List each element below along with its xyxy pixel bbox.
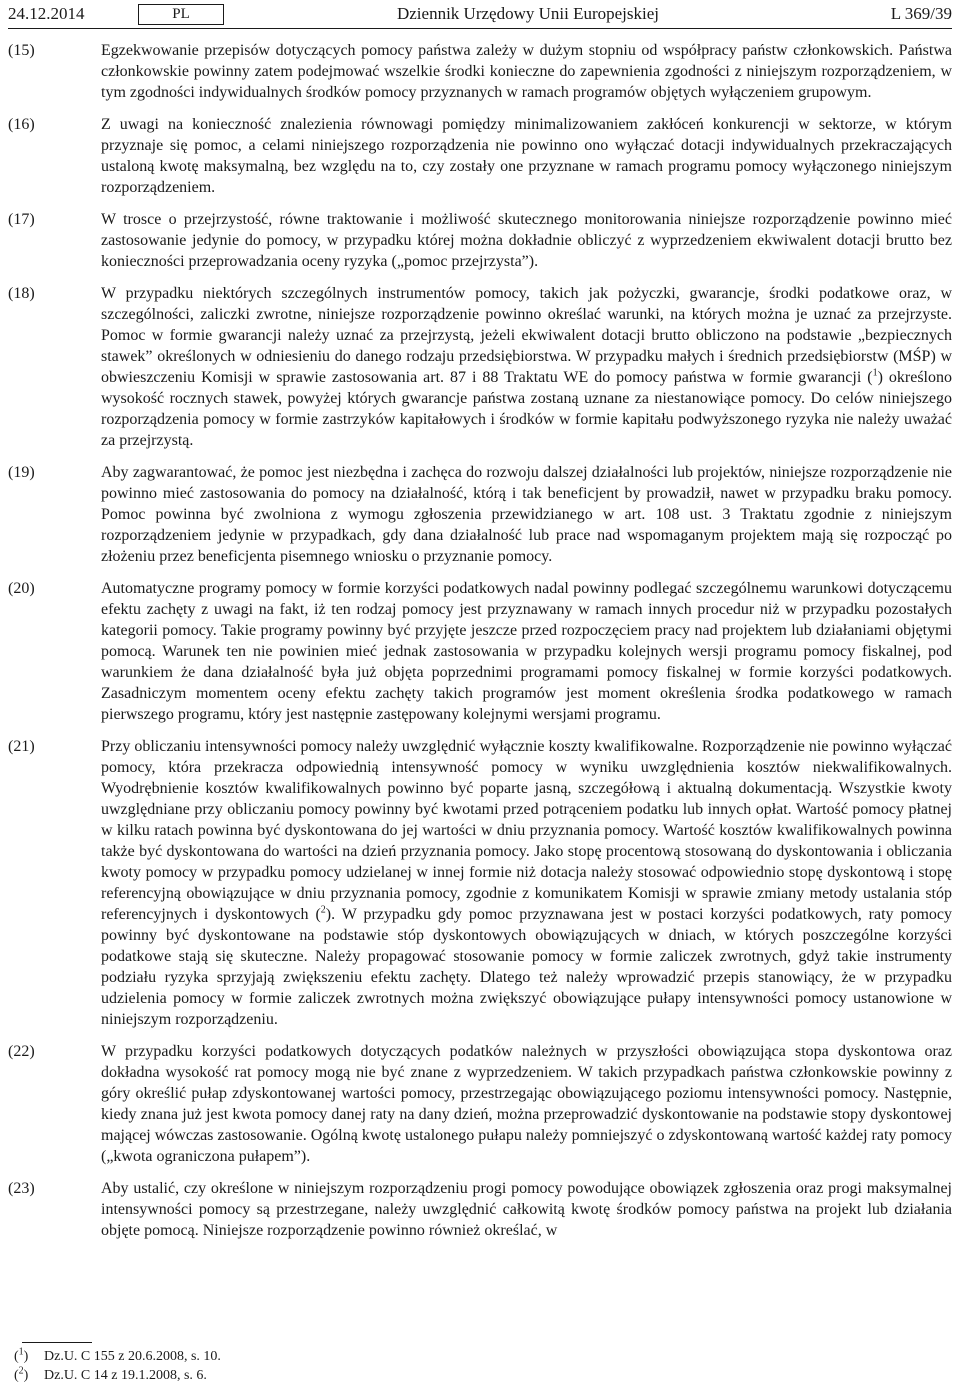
recital-text-part: W przypadku niektórych szczególnych instrumentów pomocy, takich jak pożyczki, gwarancje, środki podatkowe oraz, w szczególności, zaliczki zwrotne, niniejsze rozporządzenie powinno określać warunki, na których można je uznać za przejrzyste. Pomoc w formie gwarancji należy uznać za przejrzystą, jeżeli ekwiwalent dotacji brutto obliczono na podstawie „bezpiecznych stawek” określonych w odniesieniu do danego rodzaju przedsiębiorstwa. W przypadku małych i średnich przedsiębiorstw (MŚP) w obwieszczeniu Komisji w sprawie zastosowania art. 87 i 88 Traktatu WE do pomocy państwa w formie gwarancji ( [101,285,952,386]
footnote-reference[interactable]: 2 [320,904,326,916]
recital-20 [8,578,952,725]
journal-title: Dziennik Urzędowy Unii Europejskiej [396,4,659,23]
recital-number: (20) [8,580,35,597]
recital-number: (23) [8,1180,35,1197]
footnote-mark: ($^1$) [14,1346,29,1364]
footnotes [14,1347,952,1385]
page-header [8,0,952,29]
recital-text: Aby ustalić, czy określone w niniejszym rozporządzeniu progi pomocy powodujące obowiązek zgłoszenia oraz progi maksymalnej intensywności pomocy są przestrzegane, należy uwzględnić całkowitą kwotę środków pomocy państwa na projekt lub działania objęte pomocą. Niniejsze rozporządzenie powinno również określać, w [101,1180,952,1239]
recital-number: (17) [8,211,35,228]
footnote-text: Dz.U. C 14 z 19.1.2008, s. 6. [44,1368,207,1383]
language-badge: PL [138,4,224,25]
recital-text: W trosce o przejrzystość, równe traktowanie i możliwość skutecznego monitorowania niniejsze rozporządzenie powinno mieć zastosowanie jedynie do pomocy, w przypadku której można dokładnie obliczyć z wyprzedzeniem ekwiwalent dotacji brutto bez konieczności przeprowadzania oceny ryzyka („pomoc przejrzysta”). [101,211,952,270]
recital-number: (15) [8,42,35,59]
recital-number: (16) [8,116,35,133]
publication-date: 24.12.2014 [8,4,85,23]
footnote [14,1366,952,1385]
recital-text-part: ). W przypadku gdy pomoc przyznawana jest w postaci korzyści podatkowych, raty pomocy powinny być dyskontowane na podstawie stóp dyskontowych obowiązujących w dniach, w których poszczególne korzyści podatkowe stają się skuteczne. Należy propagować stosowanie pomocy w formie zaliczek zwrotnych, gdyż takie instrumenty podziału ryzyka sprzyjają zwiększeniu efektu zachęty. Dlatego też należy wprowadzić przepis stanowiący, że w przypadku udzielenia pomocy w formie zaliczek zwrotnych można zwiększyć obowiązujące pułapy intensywności pomocy ustanowione w niniejszym rozporządzeniu. [101,906,952,1028]
footnote-reference[interactable]: 1 [872,367,878,379]
recital-text: W przypadku korzyści podatkowych dotyczących podatków należnych w przyszłości obowiązująca stopa dyskontowa oraz dokładna wysokość rat pomocy mogą nie być znane z wyprzedzeniem. W takich przypadkach państwa członkowskie powinny z góry określić pułap zdyskontowanej wartości pomocy, przestrzegając obowiązującego poziomu intensywności pomocy. Następnie, kiedy znana już jest kwota pomocy danej raty na dany dzień, można przeprowadzić dyskontowanie na podstawie stopy dyskontowej mającej wówczas zastosowanie. Ogólną kwotę ustalonego pułapu należy pomniejszyć o zdyskontowaną wartość każdej raty pomocy („kwota ograniczona pułapem”). [101,1043,952,1165]
recital-text: Z uwagi na konieczność znalezienia równowagi pomiędzy minimalizowaniem zakłóceń konkurencji w sektorze, w którym przyznaje się pomoc, a celami niniejszego rozporządzenia nie powinno ono wyłączać dotacji indywidualnych przekraczających ustaloną kwotę maksymalną, bez względu na to, czy zostały one przyznane w ramach programu pomocy wyłączonego niniejszym rozporządzeniem. [101,116,952,196]
footnote-divider [22,1342,92,1343]
recital-text: Aby zagwarantować, że pomoc jest niezbędna i zachęca do rozwoju dalszej działalności lub projektów, niniejsze rozporządzenie nie powinno mieć zastosowania do pomocy na działalność, którą i tak beneficjent by prowadził, nawet w przypadku braku pomocy. Pomoc powinna być zwolniona z wymogu zgłoszenia przewidzianego w art. 108 ust. 3 Traktatu zgodnie z niniejszym rozporządzeniem jedynie w przypadkach, gdy dana działalność lub prace nad wspomaganym projektem mają się rozpocząć po złożeniu przez beneficjenta pisemnego wniosku o przyznanie pomocy. [101,464,952,565]
recital-18 [8,283,952,451]
recital-number: (18) [8,285,35,302]
recital-15 [8,40,952,103]
recital-16 [8,114,952,198]
recital-number: (22) [8,1043,35,1060]
recital-text-part: Przy obliczaniu intensywności pomocy należy uwzględnić wyłącznie koszty kwalifikowalne. Rozporządzenie nie powinno wyłączać pomocy, która przekracza odpowiednią intensywność pomocy w wyniku uwzględnienia kosztów niekwalifikowalnych. Wyodrębnienie kosztów kwalifikowalnych powinno być poparte jasną, szczegółową i aktualną dokumentacją. Wszystkie kwoty uwzględniane przy obliczaniu pomocy powinny być kwotami przed potrąceniem podatku lub innych opłat. Wartość pomocy płatnej w kilku ratach powinna być dyskontowana do jej wartości w dniu przyznania pomocy. Wartość kosztów kwalifikowalnych powinna także być dyskontowana do wartości na dzień przyznania pomocy. Jako stopę procentową stosowaną do dyskontowania i obliczania kwoty pomocy w przypadku pomocy udzielanej w innej formie niż dotacja należy stosować odpowiednio stopę dyskontową i stopę referencyjną obowiązujące w dniu przyznania pomocy, zgodnie z komunikatem Komisji w sprawie zmiany metody ustalania stóp referencyjnych i dyskontowych ( [101,738,952,923]
recital-23 [8,1178,952,1241]
recital-22 [8,1041,952,1167]
recital-number: (19) [8,464,35,481]
recital-17 [8,209,952,272]
recital-19 [8,462,952,567]
recital-text-part: ) określono wysokość rocznych stawek, powyżej których gwarancje państwa zostaną uznane za niestanowiące pomocy. Do celów niniejszego rozporządzenia pomocy w formie zastrzyków kapitałowych i środków w formie kapitału podwyższonego ryzyka nie należy uważać za przejrzystą. [101,369,952,449]
footnote-mark: ($^2$) [14,1365,29,1383]
footnote [14,1347,952,1366]
recital-text: Egzekwowanie przepisów dotyczących pomocy państwa zależy w dużym stopniu od współpracy państw członkowskich. Państwa członkowskie powinny zatem podejmować wszelkie środki konieczne do zapewnienia zgodności z niniejszym rozporządzeniem, w tym zgodności indywidualnych środków pomocy przyznanych w ramach programów objętych wyłączeniem grupowym. [101,42,952,101]
recital-number: (21) [8,738,35,755]
recital-text [101,283,952,451]
page-number: L 369/39 [890,4,952,23]
document-body [8,40,952,1252]
recital-text [101,736,952,1030]
recital-text: Automatyczne programy pomocy w formie korzyści podatkowych nadal powinny podlegać szczególnemu warunkowi dotyczącemu efektu zachęty z uwagi na fakt, iż ten rodzaj pomocy jest przyznawany w ramach innych procedur niż w przypadku pozostałych kategorii pomocy. Takie programy powinny być przyjęte jeszcze przed rozpoczęciem pracy nad projektem lub działaniami objętymi pomocą. Warunek ten nie powinien mieć jednak zastosowania w przypadku kolejnych wersji programu pomocy fiskalnej, pod warunkiem że dana działalność była już objęta poprzednimi programami pomocy fiskalnej w formie korzyści podatkowych. Zasadniczym momentem oceny efektu zachęty takich programów jest moment określenia środka podatkowego w ramach pierwszego programu, który jest następnie zastępowany kolejnymi wersjami programu. [101,580,952,723]
recital-21 [8,736,952,1030]
footnote-text: Dz.U. C 155 z 20.6.2008, s. 10. [44,1349,221,1364]
